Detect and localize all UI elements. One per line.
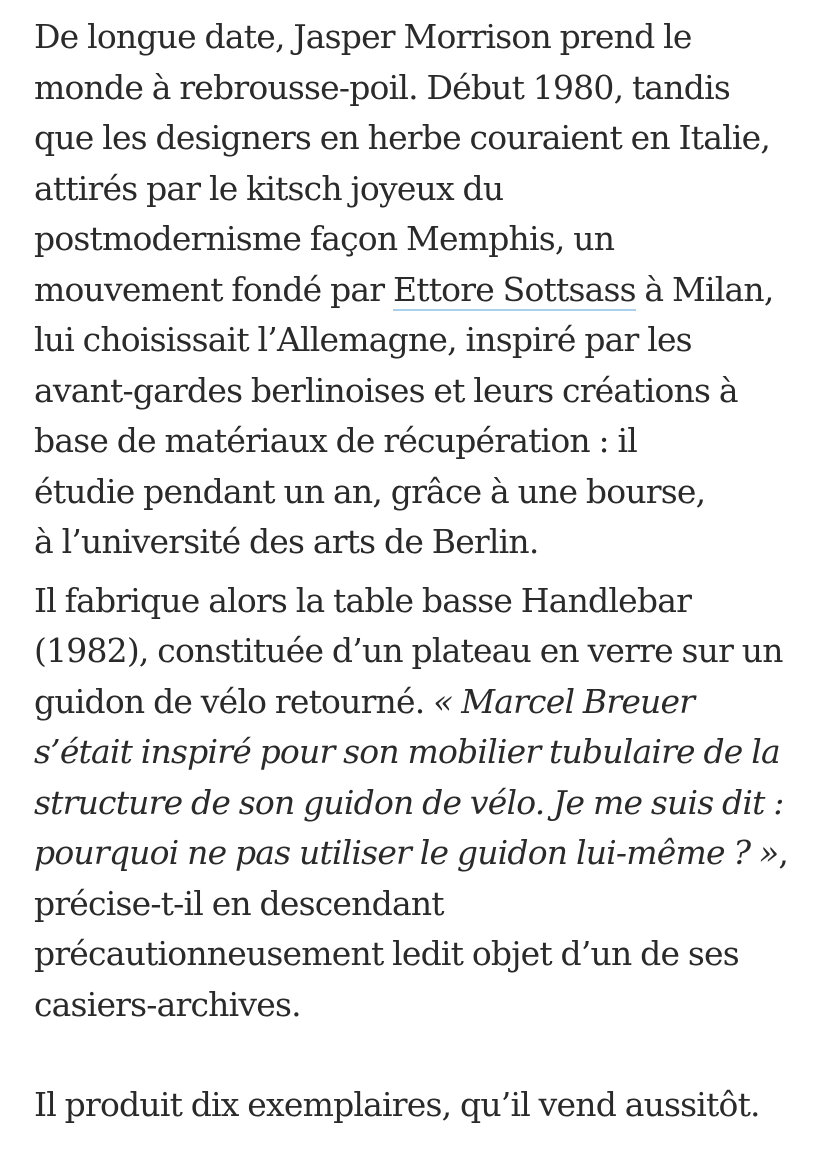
article-paragraph-3 — [34, 1080, 824, 1131]
article-paragraph-2 — [34, 576, 824, 1031]
paragraph-line: (1982), constituée d’un plateau en verre sur un — [34, 631, 783, 670]
paragraph-line: monde à rebrousse-poil. Début 1980, tandis — [34, 67, 730, 107]
paragraph-line: casiers-archives. — [34, 984, 301, 1024]
text-run: , — [778, 833, 789, 872]
paragraph-line: que les designers en herbe couraient en Italie, — [34, 118, 771, 157]
paragraph-line: postmodernisme façon Memphis, un — [34, 219, 615, 258]
text-run: guidon de vélo retourné. — [34, 681, 434, 721]
paragraph-line: à l’université des arts de Berlin. — [34, 522, 539, 561]
paragraph-line: avant-gardes berlinoises et leurs créations à — [34, 370, 738, 410]
quote-text: « Marcel Breuer — [433, 681, 695, 721]
paragraph-line — [34, 677, 824, 728]
paragraph-line: De longue date, Jasper Morrison prend le — [34, 17, 692, 56]
quote-line: structure de son guidon de vélo. Je me suis dit : — [34, 782, 784, 822]
paragraph-line: attirés par le kitsch joyeux du — [34, 168, 504, 208]
paragraph-line: base de matériaux de récupération : il — [34, 421, 638, 460]
next-line-fade — [34, 1150, 794, 1169]
paragraph-line: Il produit dix exemplaires, qu’il vend aussitôt. — [34, 1085, 760, 1124]
article-paragraph-1 — [34, 12, 824, 568]
quote-text: pourquoi ne pas utiliser le guidon lui-même ? » — [34, 833, 779, 872]
paragraph-line — [34, 265, 824, 316]
ettore-sottsass-link[interactable]: Ettore Sottsass — [392, 269, 636, 309]
text-run: mouvement fondé par — [34, 269, 393, 309]
paragraph-line: Il fabrique alors la table basse Handlebar — [34, 580, 692, 620]
quote-line: s’était inspiré pour son mobilier tubulaire de la — [34, 732, 780, 771]
paragraph-line: lui choisissait l’Allemagne, inspiré par les — [34, 320, 692, 359]
paragraph-line: précise-t-il en descendant — [34, 883, 444, 923]
paragraph-line: précautionneusement ledit objet d’un de ses — [34, 934, 739, 973]
text-run: à Milan, — [635, 269, 774, 309]
paragraph-line — [34, 828, 824, 879]
paragraph-line: étudie pendant un an, grâce à une bourse, — [34, 471, 706, 511]
